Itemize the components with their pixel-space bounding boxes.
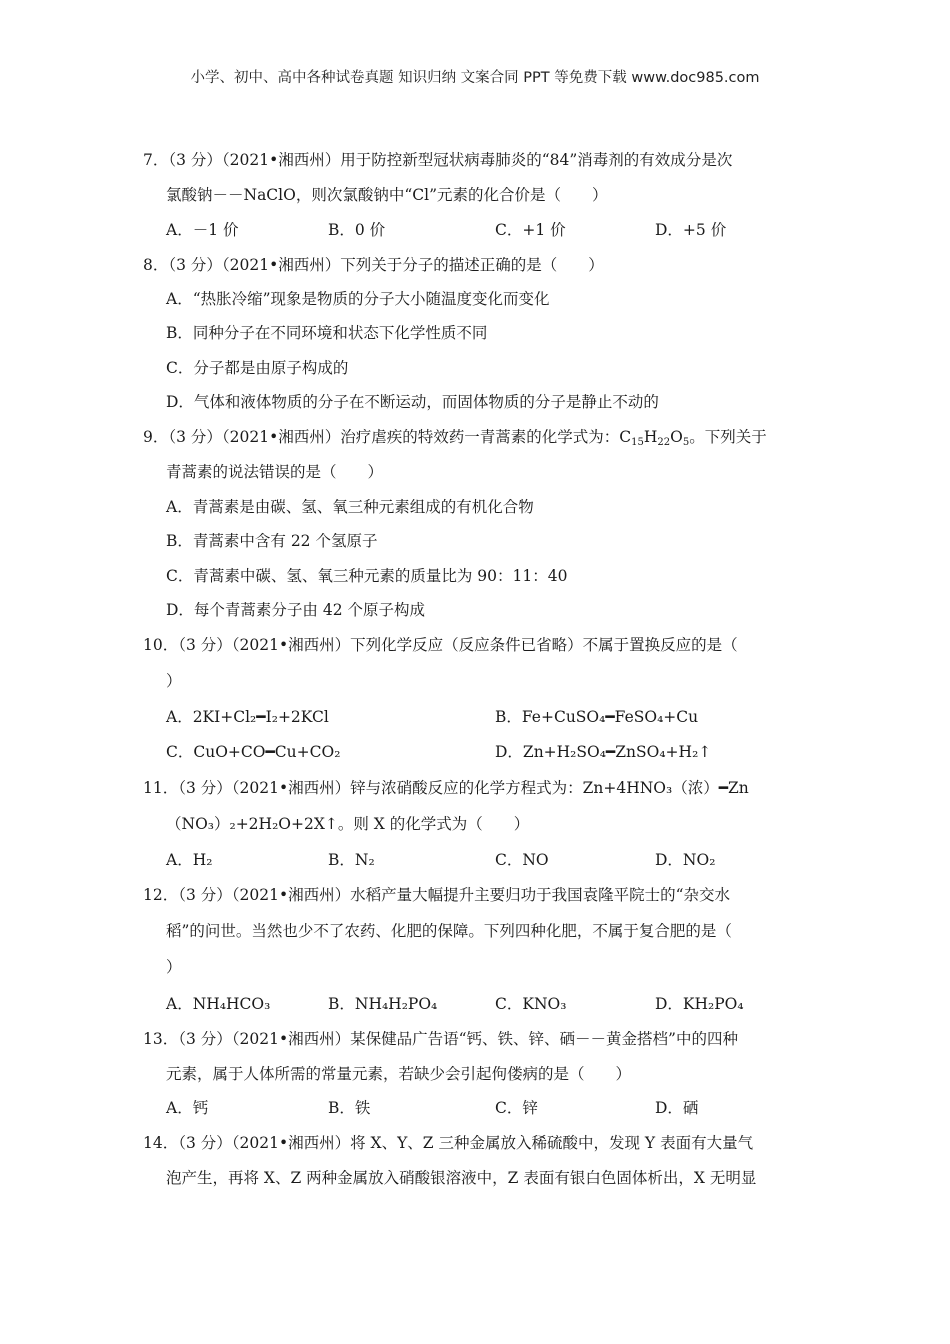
q12-stem-line1: 12．（3 分）（2021•湘西州）水稻产量大幅提升主要归功于我国袁隆平院士的“杂交水 [143,886,731,904]
q13-option-d: D．硒 [655,1099,699,1117]
q11-stem-line1: 11．（3 分）（2021•湘西州）锌与浓硝酸反应的化学方程式为：Zn+4HNO₃（浓）━Zn [143,779,749,797]
q10-option-a: A．2KI+Cl₂━I₂+2KCl [166,708,329,726]
q9-stem-line2: 青蒿素的说法错误的是（ ） [166,463,384,481]
q9-stem-tail: 。下列关于 [689,428,767,446]
q13-option-b: B．铁 [328,1099,371,1117]
q13-option-c: C．锌 [495,1099,538,1117]
q12-option-c: C．KNO₃ [495,995,567,1013]
q10-option-c: C．CuO+CO━Cu+CO₂ [166,743,341,761]
q7-stem-line2: 氯酸钠－－NaClO，则次氯酸钠中“Cl”元素的化合价是（ ） [166,186,608,204]
q8-option-d: D．气体和液体物质的分子在不断运动，而固体物质的分子是静止不动的 [166,393,659,411]
q9-stem-text: 9．（3 分）（2021•湘西州）治疗虐疾的特效药一青蒿素的化学式为：C [143,428,632,446]
q9-option-b: B．青蒿素中含有 22 个氢原子 [166,532,378,550]
q9-stem-line1 [143,427,767,447]
q11-option-a: A．H₂ [166,851,213,869]
q9-sub-c: 15 [631,437,644,448]
q12-stem-line3: ） [166,958,182,976]
q9-o: O [670,428,683,446]
q10-stem-line2: ） [166,672,182,690]
q13-stem-line2: 元素，属于人体所需的常量元素，若缺少会引起佝偻病的是（ ） [166,1065,632,1083]
q14-stem-line1: 14．（3 分）（2021•湘西州）将 X、Y、Z 三种金属放入稀硫酸中，发现 Y 表面有大量气 [143,1134,754,1152]
q9-sub-h: 22 [657,437,671,448]
q11-stem-line2: （NO₃）₂+2H₂O+2X↑。则 X 的化学式为（ ） [166,815,530,833]
q9-h: H [643,428,658,446]
q10-option-b: B．Fe+CuSO₄━FeSO₄+Cu [495,708,699,726]
page-header: 小学、初中、高中各种试卷真题 知识归纳 文案合同 PPT 等免费下载 www.doc985.com [190,70,760,86]
q8-option-b: B．同种分子在不同环境和状态下化学性质不同 [166,324,488,342]
q8-stem: 8．（3 分）（2021•湘西州）下列关于分子的描述正确的是（ ） [143,256,604,274]
q8-option-a: A．“热胀冷缩”现象是物质的分子大小随温度变化而变化 [166,290,550,308]
q7-option-a: A．－1 价 [166,221,239,239]
q12-option-d: D．KH₂PO₄ [655,995,744,1013]
q13-stem-line1: 13．（3 分）（2021•湘西州）某保健品广告语“钙、铁、锌、硒－－黄金搭档”中的四种 [143,1030,738,1048]
q7-option-d: D．+5 价 [655,221,727,239]
q13-option-a: A．钙 [166,1099,209,1117]
q12-option-b: B．NH₄H₂PO₄ [328,995,438,1013]
q11-option-b: B．N₂ [328,851,375,869]
q11-option-c: C．NO [495,851,549,869]
q11-option-d: D．NO₂ [655,851,716,869]
q7-stem-line1: 7．（3 分）（2021•湘西州）用于防控新型冠状病毒肺炎的“84”消毒剂的有效成分是次 [143,151,733,169]
q8-option-c: C．分子都是由原子构成的 [166,359,349,377]
q7-option-c: C．+1 价 [495,221,566,239]
q9-option-a: A．青蒿素是由碳、氢、氧三种元素组成的有机化合物 [166,498,534,516]
q9-option-d: D．每个青蒿素分子由 42 个原子构成 [166,601,426,619]
q10-stem-line1: 10．（3 分）（2021•湘西州）下列化学反应（反应条件已省略）不属于置换反应的是（ [143,636,738,654]
q14-stem-line2: 泡产生，再将 X、Z 两种金属放入硝酸银溶液中，Z 表面有银白色固体析出，X 无明显 [166,1169,757,1187]
q7-option-b: B．0 价 [328,221,386,239]
q9-sub-o: 5 [682,437,690,448]
q12-stem-line2: 稻”的问世。当然也少不了农药、化肥的保障。下列四种化肥，不属于复合肥的是（ [166,922,732,940]
q9-option-c: C．青蒿素中碳、氢、氧三种元素的质量比为 90：11：40 [166,567,568,585]
q12-option-a: A．NH₄HCO₃ [166,995,271,1013]
q10-option-d: D．Zn+H₂SO₄━ZnSO₄+H₂↑ [495,743,712,761]
